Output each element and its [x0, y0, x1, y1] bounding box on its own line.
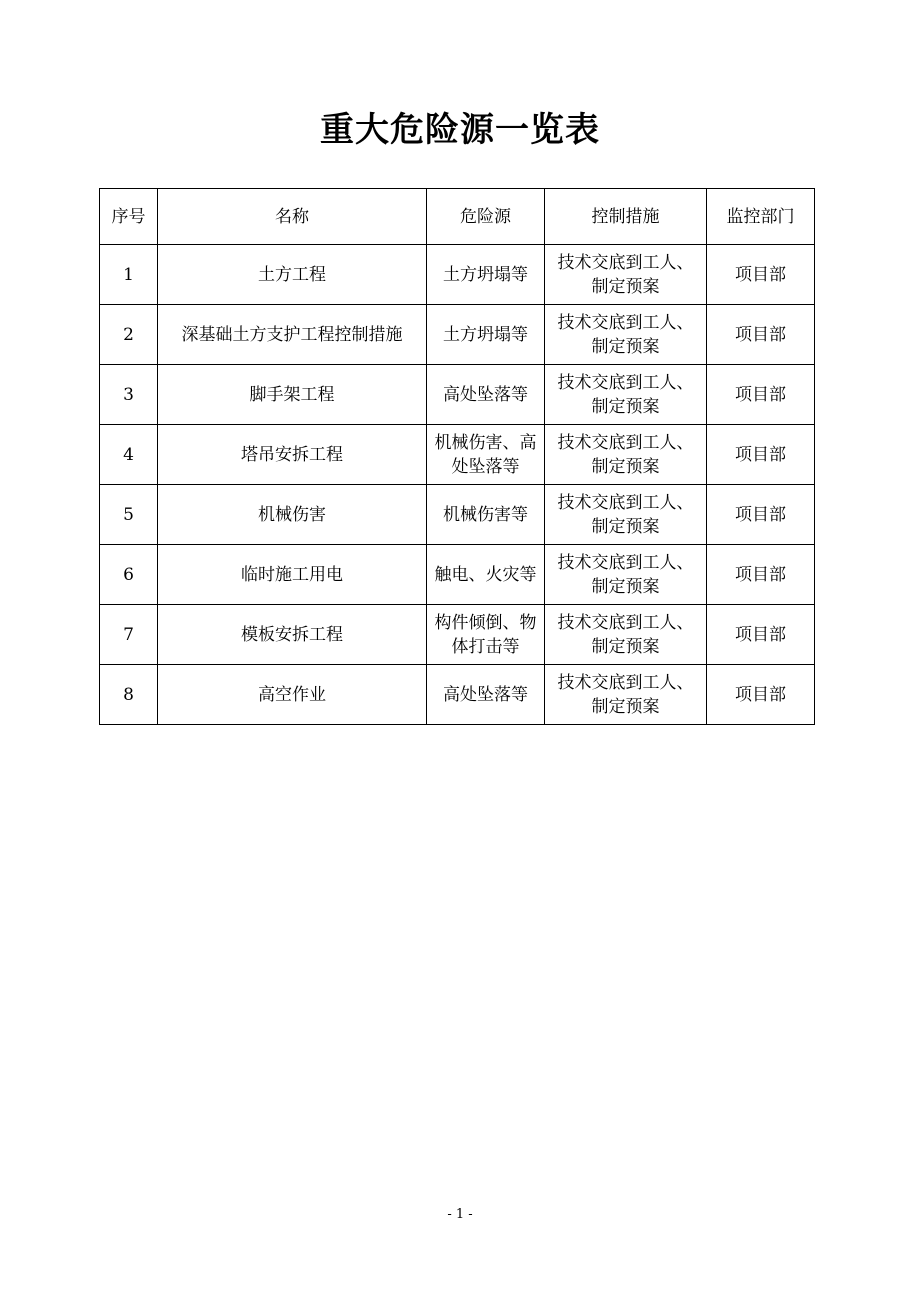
cell-no: 2 [100, 305, 158, 365]
table-row [100, 605, 815, 665]
table-row [100, 665, 815, 725]
cell-hazard: 土方坍塌等 [427, 305, 545, 365]
cell-dept: 项目部 [707, 605, 815, 665]
cell-control: 技术交底到工人、制定预案 [545, 425, 707, 485]
cell-control: 技术交底到工人、制定预案 [545, 605, 707, 665]
cell-no: 1 [100, 245, 158, 305]
table-row [100, 305, 815, 365]
cell-hazard: 高处坠落等 [427, 665, 545, 725]
cell-name: 土方工程 [158, 245, 427, 305]
header-dept: 监控部门 [707, 189, 815, 245]
cell-name: 塔吊安拆工程 [158, 425, 427, 485]
table-row [100, 245, 815, 305]
header-control: 控制措施 [545, 189, 707, 245]
cell-hazard: 机械伤害、高处坠落等 [427, 425, 545, 485]
cell-no: 4 [100, 425, 158, 485]
table-header-row [100, 189, 815, 245]
cell-no: 3 [100, 365, 158, 425]
table-row [100, 365, 815, 425]
cell-dept: 项目部 [707, 425, 815, 485]
cell-control: 技术交底到工人、制定预案 [545, 365, 707, 425]
cell-no: 8 [100, 665, 158, 725]
cell-no: 7 [100, 605, 158, 665]
cell-dept: 项目部 [707, 665, 815, 725]
cell-control: 技术交底到工人、制定预案 [545, 485, 707, 545]
header-name: 名称 [158, 189, 427, 245]
cell-control: 技术交底到工人、制定预案 [545, 545, 707, 605]
cell-name: 临时施工用电 [158, 545, 427, 605]
cell-hazard: 土方坍塌等 [427, 245, 545, 305]
table-row [100, 425, 815, 485]
hazard-table [99, 188, 815, 725]
cell-dept: 项目部 [707, 245, 815, 305]
cell-hazard: 机械伤害等 [427, 485, 545, 545]
cell-control: 技术交底到工人、制定预案 [545, 665, 707, 725]
table-row [100, 485, 815, 545]
header-hazard: 危险源 [427, 189, 545, 245]
cell-name: 高空作业 [158, 665, 427, 725]
cell-hazard: 触电、火灾等 [427, 545, 545, 605]
cell-no: 6 [100, 545, 158, 605]
cell-control: 技术交底到工人、制定预案 [545, 305, 707, 365]
cell-dept: 项目部 [707, 305, 815, 365]
cell-control: 技术交底到工人、制定预案 [545, 245, 707, 305]
cell-name: 模板安拆工程 [158, 605, 427, 665]
cell-hazard: 高处坠落等 [427, 365, 545, 425]
header-no: 序号 [100, 189, 158, 245]
cell-dept: 项目部 [707, 545, 815, 605]
table-row [100, 545, 815, 605]
cell-hazard: 构件倾倒、物体打击等 [427, 605, 545, 665]
cell-dept: 项目部 [707, 365, 815, 425]
cell-name: 脚手架工程 [158, 365, 427, 425]
cell-dept: 项目部 [707, 485, 815, 545]
cell-name: 深基础土方支护工程控制措施 [158, 305, 427, 365]
page-number: - 1 - [447, 1207, 473, 1222]
page-title: 重大危险源一览表 [320, 110, 600, 150]
cell-name: 机械伤害 [158, 485, 427, 545]
cell-no: 5 [100, 485, 158, 545]
